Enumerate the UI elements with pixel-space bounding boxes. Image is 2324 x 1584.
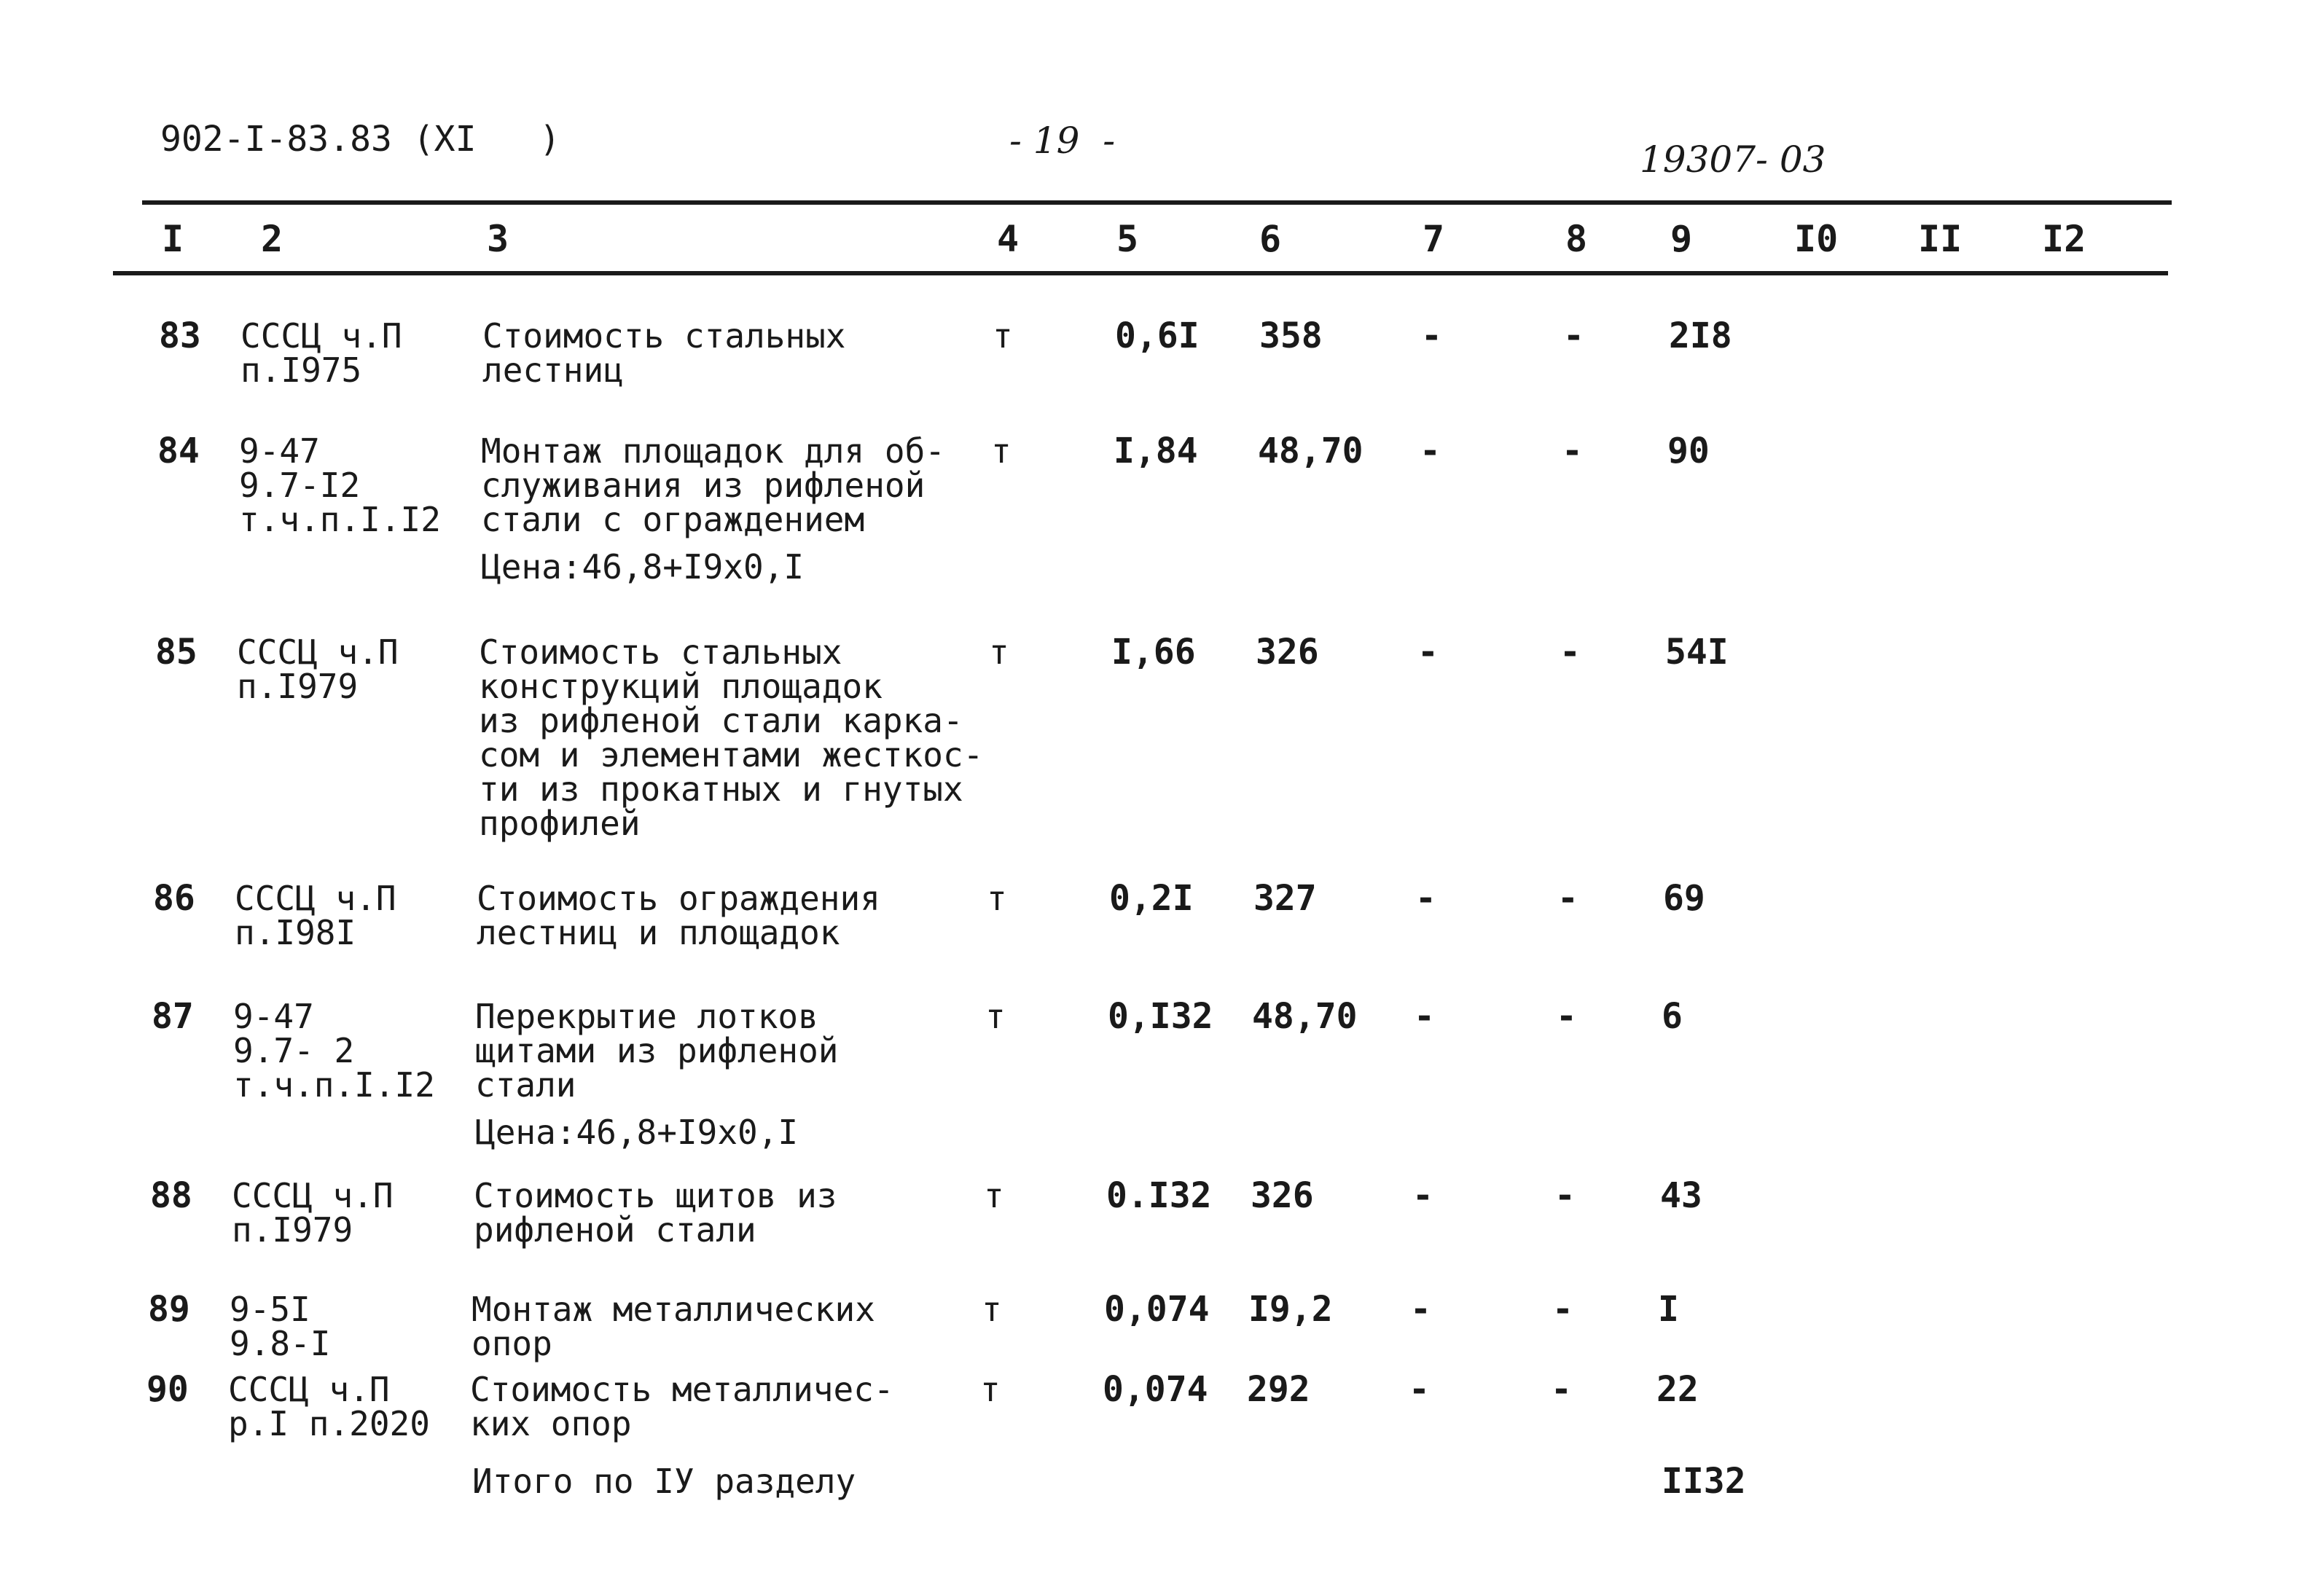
reference-code: 9-5I 9.8-I	[230, 1290, 331, 1363]
work-description: Стоимость щитов из рифленой стали	[474, 1176, 837, 1250]
column-header-1: I	[162, 218, 184, 260]
unit: т	[985, 997, 1006, 1036]
reference-code: СССЦ ч.П п.I975	[240, 316, 402, 390]
total-cost: 43	[1660, 1175, 1702, 1216]
column-header-12: I2	[2042, 218, 2086, 260]
row-number: 84	[157, 431, 200, 471]
total-cost: 2I8	[1669, 315, 1732, 356]
work-description: Стоимость ограждения лестниц и площадок	[477, 879, 880, 952]
column-8-value: -	[1554, 1175, 1576, 1216]
unit-price: 358	[1259, 315, 1323, 356]
column-8-value: -	[1562, 431, 1583, 471]
row-number: 88	[150, 1175, 192, 1216]
column-8-value: -	[1563, 315, 1584, 356]
quantity: 0,074	[1104, 1289, 1210, 1330]
price-note: Цена:46,8+I9х0,I	[481, 547, 805, 587]
unit-price: 327	[1253, 878, 1317, 919]
row-number: 89	[148, 1289, 190, 1330]
column-8-value: -	[1557, 878, 1578, 919]
column-7-value: -	[1410, 1289, 1431, 1330]
column-header-8: 8	[1565, 218, 1588, 260]
unit: т	[991, 431, 1012, 471]
column-header-6: 6	[1259, 218, 1282, 260]
column-7-value: -	[1409, 1369, 1430, 1410]
quantity: 0,074	[1103, 1369, 1208, 1410]
quantity: 0,6I	[1115, 315, 1200, 356]
quantity: 0,I32	[1108, 996, 1213, 1037]
column-8-value: -	[1551, 1369, 1572, 1410]
archive-stamp-number: 19307- 03	[1640, 138, 1826, 181]
work-description: Стоимость стальных конструкций площадок из рифленой стали карка- сом и элементами жесткос- ти из прокатных и гнутых профилей	[479, 632, 984, 843]
work-description: Монтаж металлических опор	[472, 1290, 875, 1363]
column-header-5: 5	[1116, 218, 1139, 260]
row-number: 83	[159, 315, 201, 356]
reference-code: СССЦ ч.П п.I979	[237, 632, 399, 706]
column-7-value: -	[1421, 315, 1442, 356]
unit: т	[993, 316, 1013, 356]
column-header-10: I0	[1794, 218, 1839, 260]
column-header-7: 7	[1423, 218, 1445, 260]
column-8-value: -	[1552, 1289, 1573, 1330]
column-header-4: 4	[997, 218, 1020, 260]
row-number: 85	[155, 632, 197, 673]
unit: т	[984, 1176, 1004, 1215]
unit: т	[980, 1370, 1001, 1409]
summary-total: II32	[1662, 1461, 1746, 1502]
column-header-11: II	[1918, 218, 1963, 260]
work-description: Перекрытие лотков щитами из рифленой стали	[475, 997, 839, 1105]
unit-price: 326	[1251, 1175, 1314, 1216]
work-description: Стоимость стальных лестниц	[482, 316, 846, 390]
summary-label: Итого по IУ разделу	[472, 1462, 856, 1501]
row-number: 90	[146, 1369, 189, 1410]
unit: т	[989, 632, 1009, 672]
unit-price: 292	[1247, 1369, 1310, 1410]
column-header-9: 9	[1670, 218, 1693, 260]
quantity: I,84	[1114, 431, 1198, 471]
column-7-value: -	[1417, 632, 1439, 673]
price-note: Цена:46,8+I9х0,I	[475, 1113, 799, 1152]
row-number: 86	[153, 878, 195, 919]
header-bottom-rule	[113, 271, 2168, 275]
reference-code: СССЦ ч.П р.I п.2020	[228, 1370, 430, 1443]
work-description: Стоимость металличес- ких опор	[470, 1370, 894, 1443]
quantity: 0,2I	[1109, 878, 1194, 919]
reference-code: 9-47 9.7- 2 т.ч.п.I.I2	[233, 997, 435, 1105]
unit: т	[982, 1290, 1002, 1329]
total-cost: 22	[1656, 1369, 1699, 1410]
unit: т	[987, 879, 1007, 918]
column-7-value: -	[1412, 1175, 1433, 1216]
column-7-value: -	[1415, 878, 1436, 919]
column-8-value: -	[1556, 996, 1577, 1037]
column-7-value: -	[1414, 996, 1435, 1037]
page-number: - 19 -	[1009, 119, 1116, 162]
work-description: Монтаж площадок для об- служивания из рифленой стали с ограждением	[481, 431, 945, 539]
quantity: I,66	[1111, 632, 1196, 673]
unit-price: 326	[1256, 632, 1319, 673]
column-header-3: 3	[487, 218, 509, 260]
row-number: 87	[152, 996, 194, 1037]
reference-code: СССЦ ч.П п.I979	[232, 1176, 394, 1250]
reference-code: 9-47 9.7-I2 т.ч.п.I.I2	[239, 431, 441, 539]
document-code: 902-I-83.83 (XI )	[160, 119, 561, 160]
unit-price: I9,2	[1248, 1289, 1333, 1330]
total-cost: 69	[1663, 878, 1705, 919]
column-8-value: -	[1560, 632, 1581, 673]
column-7-value: -	[1420, 431, 1441, 471]
header-top-rule	[142, 200, 2172, 205]
total-cost: I	[1658, 1289, 1679, 1330]
total-cost: 6	[1662, 996, 1683, 1037]
total-cost: 90	[1667, 431, 1710, 471]
unit-price: 48,70	[1258, 431, 1364, 471]
unit-price: 48,70	[1252, 996, 1358, 1037]
total-cost: 54I	[1665, 632, 1729, 673]
reference-code: СССЦ ч.П п.I98I	[235, 879, 396, 952]
column-header-2: 2	[261, 218, 283, 260]
quantity: 0.I32	[1106, 1175, 1212, 1216]
